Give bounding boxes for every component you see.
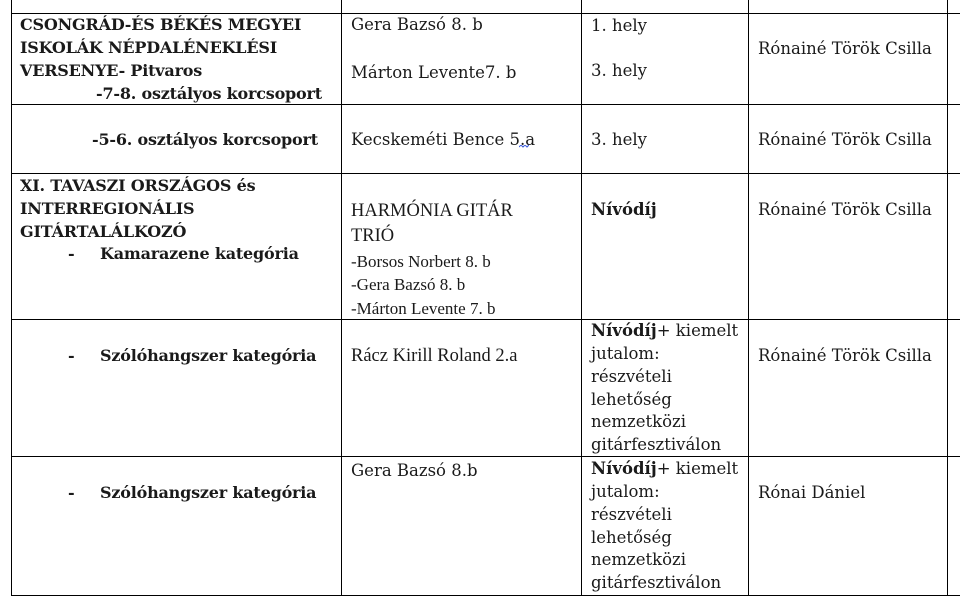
table-divider-1	[341, 0, 342, 596]
result-text: részvételi	[591, 505, 672, 524]
category-dash: -	[68, 483, 75, 502]
teacher-name: Rónainé Török Csilla	[758, 130, 932, 149]
result-bold: Nívódíj	[591, 459, 657, 478]
result-text: + kiemelt	[656, 321, 739, 340]
result: 1. hely	[591, 16, 647, 35]
category-dash: -	[68, 244, 75, 263]
result-text: jutalom:	[591, 482, 660, 501]
result-text: részvételi	[591, 367, 672, 386]
student-name: Gera Bazsó 8. b	[351, 15, 483, 34]
result	[591, 320, 738, 343]
student-name: -Borsos Norbert 8. b	[351, 252, 491, 271]
teacher-name: Rónainé Török Csilla	[758, 39, 932, 58]
teacher-name: Rónainé Török Csilla	[758, 200, 932, 219]
result-text: lehetőség	[591, 390, 672, 409]
event-line: INTERREGIONÁLIS	[20, 199, 195, 218]
event-line: VERSENYE- Pitvaros	[20, 61, 203, 80]
result-text: nemzetközi	[591, 412, 687, 431]
result-text: gitárfesztiválon	[591, 573, 722, 592]
event-line: ISKOLÁK NÉPDALÉNEKLÉSI	[20, 38, 277, 57]
student-name: Rácz Kirill Roland 2.a	[351, 346, 518, 366]
ensemble-name: HARMÓNIA GITÁR	[351, 201, 513, 221]
table-divider-3	[748, 0, 749, 596]
ensemble-name: TRIÓ	[351, 226, 395, 246]
teacher-name: Rónainé Török Csilla	[758, 346, 932, 365]
result-text: lehetőség	[591, 528, 672, 547]
category-label: Szólóhangszer kategória	[100, 346, 317, 365]
table-divider-4	[947, 0, 948, 596]
student-name: -Márton Levente 7. b	[351, 299, 496, 318]
result: 3. hely	[591, 61, 647, 80]
event-line: XI. TAVASZI ORSZÁGOS és	[20, 176, 256, 195]
row-border-5	[11, 456, 960, 457]
result-text: nemzetközi	[591, 550, 687, 569]
result: 3. hely	[591, 130, 647, 149]
category-label: Szólóhangszer kategória	[100, 483, 317, 502]
spellcheck-squiggle-icon	[519, 145, 529, 149]
row-border-6	[11, 595, 960, 596]
student-name: Kecskeméti Bence 5.a	[351, 130, 536, 149]
event-line: -7-8. osztályos korcsoport	[96, 84, 322, 103]
student-name: -Gera Bazsó 8. b	[351, 275, 466, 294]
category-label: Kamarazene kategória	[100, 244, 299, 263]
result-text: jutalom:	[591, 344, 660, 363]
event-line: -5-6. osztályos korcsoport	[92, 130, 318, 149]
student-name: Gera Bazsó 8.b	[351, 461, 478, 480]
table-divider-2	[581, 0, 582, 596]
student-name: Márton Levente7. b	[351, 63, 517, 82]
table-border-left	[11, 0, 12, 596]
event-line: GITÁRTALÁLKOZÓ	[20, 222, 187, 241]
teacher-name: Rónai Dániel	[758, 483, 866, 502]
event-line: CSONGRÁD-ÉS BÉKÉS MEGYEI	[20, 15, 302, 34]
result	[591, 458, 738, 481]
result-text: + kiemelt	[656, 459, 739, 478]
result-text: gitárfesztiválon	[591, 435, 722, 454]
result: Nívódíj	[591, 200, 657, 219]
category-dash: -	[68, 346, 75, 365]
result-bold: Nívódíj	[591, 321, 657, 340]
